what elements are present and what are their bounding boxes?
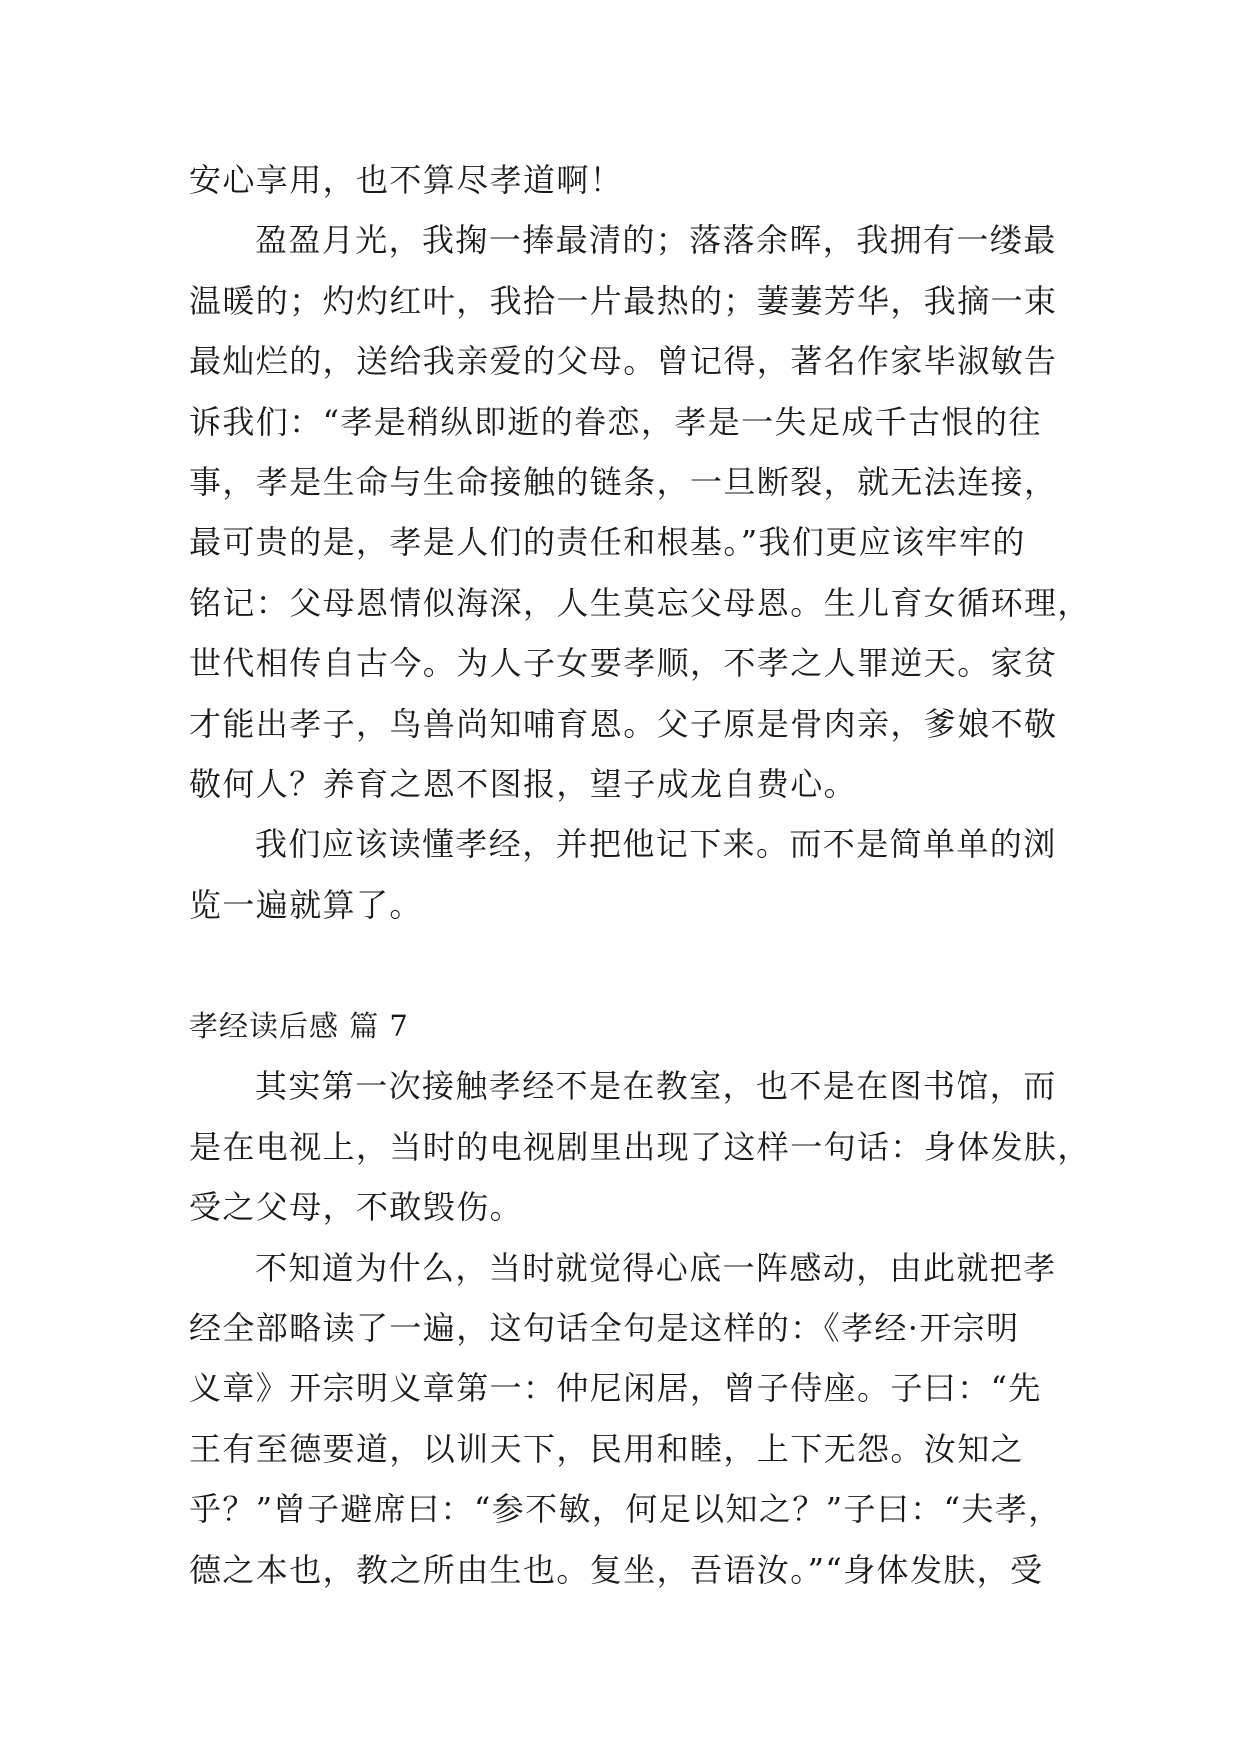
text-line: 德之本也，教之所由生也。复坐，吾语汝。”“身体发肤，受	[189, 1550, 1044, 1589]
text-line: 敬何人？养育之恩不图报，望子成龙自费心。	[189, 764, 858, 803]
paragraph-continuation	[189, 150, 1051, 210]
text-line: 最灿烂的，送给我亲爱的父母。曾记得，著名作家毕淑敏告	[189, 342, 1058, 381]
text-line: 不知道为什么，当时就觉得心底一阵感动，由此就把孝	[255, 1248, 1057, 1287]
text-line: 才能出孝子，鸟兽尚知哺育恩。父子原是骨肉亲，爹娘不敬	[189, 704, 1058, 743]
text-line: 诉我们：“孝是稍纵即逝的眷恋，孝是一失足成千古恨的往	[189, 402, 1042, 441]
text-line: 盈盈月光，我掬一捧最清的；落落余晖，我拥有一缕最	[255, 221, 1057, 260]
text-line: 其实第一次接触孝经不是在教室，也不是在图书馆，而	[255, 1067, 1057, 1106]
section-spacer	[189, 935, 1051, 996]
text-line: 安心享用，也不算尽孝道啊！	[189, 161, 624, 199]
text-line: 是在电视上，当时的电视剧里出现了这样一句话：身体发肤，	[189, 1127, 1091, 1166]
text-line: 铭记：父母恩情似海深，人生莫忘父母恩。生儿育女循环理，	[189, 583, 1091, 622]
text-line: 最可贵的是，孝是人们的责任和根基。”我们更应该牢牢的	[189, 523, 1026, 562]
text-line: 览一遍就算了。	[189, 885, 423, 924]
text-line: 世代相传自古今。为人子女要孝顺，不孝之人罪逆天。家贫	[189, 644, 1058, 683]
text-line: 王有至德要道，以训天下，民用和睦，上下无怨。汝知之	[189, 1429, 1025, 1468]
document-page	[189, 150, 1091, 1600]
paragraph-read-classic	[189, 814, 1057, 935]
text-line: 温暖的；灼灼红叶，我拾一片最热的；萋萋芳华，我摘一束	[189, 281, 1058, 320]
text-line: 经全部略读了一遍，这句话全句是这样的：《孝经·开宗明	[189, 1309, 1020, 1348]
section-heading: 孝经读后感 篇 7	[189, 1009, 409, 1044]
text-line: 我们应该读懂孝经，并把他记下来。而不是简单单的浏	[255, 825, 1057, 864]
paragraph-moonlight	[189, 210, 1091, 814]
paragraph-first-contact	[189, 1056, 1091, 1237]
text-line: 受之父母，不敢毁伤。	[189, 1188, 524, 1227]
text-line: 义章》开宗明义章第一：仲尼闲居，曾子侍座。子曰：“先	[189, 1369, 1042, 1408]
text-line: 事，孝是生命与生命接触的链条，一旦断裂，就无法连接，	[189, 462, 1058, 501]
paragraph-full-quote	[189, 1238, 1062, 1600]
text-line: 乎？”曾子避席曰：“参不敏，何足以知之？”子曰：“夫孝，	[189, 1490, 1062, 1529]
